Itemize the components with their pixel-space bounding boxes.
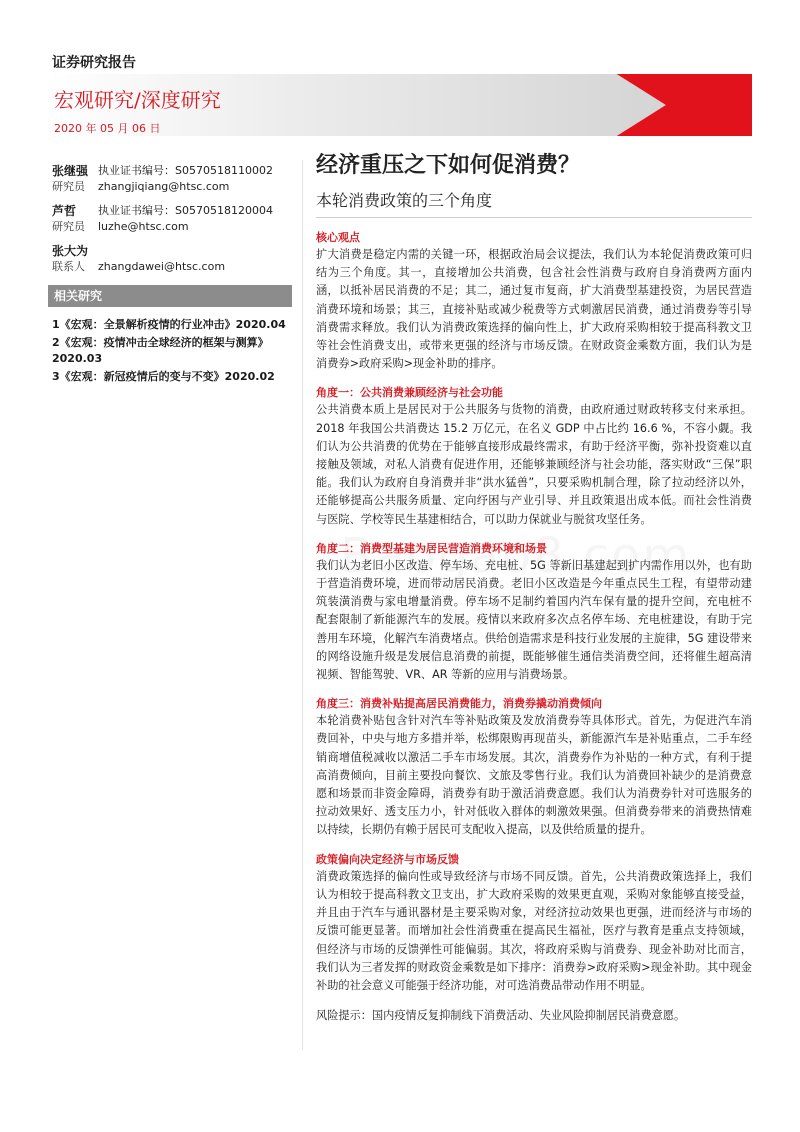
- author-email[interactable]: zhangjiqiang@htsc.com: [98, 180, 230, 193]
- author-card: [52, 243, 288, 275]
- section-heading: 核心观点: [316, 231, 360, 244]
- column-divider: [302, 160, 303, 1050]
- report-subtitle: 本轮消费政策的三个角度: [316, 188, 752, 218]
- author-card: [52, 163, 288, 195]
- related-item[interactable]: 3《宏观：新冠疫情后的变与不变》2020.02: [52, 370, 275, 383]
- section-heading: 角度二：消费型基建为居民营造消费环境和场景: [316, 541, 547, 555]
- report-title: 经济重压之下如何促消费？: [316, 152, 581, 178]
- banner-red-shape: [547, 74, 752, 136]
- author-card: [52, 203, 288, 235]
- report-date: 2020 年 05 月 06 日: [54, 122, 161, 135]
- section-title: 宏观研究/深度研究: [54, 88, 221, 112]
- author-cert: 执业证书编号：S0570518120004: [98, 204, 273, 217]
- section-heading: 政策偏向决定经济与市场反馈: [316, 852, 459, 866]
- author-name: 芦哲: [52, 204, 77, 218]
- section-heading: 角度三：消费补贴提高居民消费能力，消费券撬动消费倾向: [316, 697, 602, 711]
- author-role: 研究员: [52, 220, 85, 233]
- author-email[interactable]: luzhe@htsc.com: [98, 220, 189, 233]
- author-email[interactable]: zhangdawei@htsc.com: [98, 260, 226, 273]
- section-heading: 角度一：公共消费兼顾经济与社会功能: [316, 386, 503, 400]
- section-body: 本轮消费补贴包含针对汽车等补贴政策及发放消费券等具体形式。首先，为促进汽车消费回补，中央与地方多措并举，松绑限购再现苗头，新能源汽车是补贴重点，二手车经销商增值税减收以激活二手车市场发展。其次，消费券作为补贴的一种方式，有利于提高消费倾向，目前主要投向餐饮、文旅及零售行业。我们认为消费回补缺少的是消费意愿和场景而非资金障碍，消费券有助于激活消费意愿。我们认为消费券针对可选服务的拉动效果好、透支压力小，针对低收入群体的刺激效果强。但消费券带来的消费热情难以持续，长期仍有赖于居民可支配收入提高，以及供给质量的提升。: [316, 714, 752, 837]
- section-body: 消费政策选择的偏向性或导致经济与市场不同反馈。首先，公共消费政策选择上，我们认为相较于提高科教文卫支出，扩大政府采购的效果更直观，采购对象能够直接受益，并且由于汽车与通讯器材是主要采购对象，对经济拉动效果也更强，进而经济与市场的反馈可能更显著。而增加社会性消费重在提高民生福祉，医疗与教育是重点支持领域，但经济与市场的反馈弹性可能偏弱。其次，将政府采购与消费券、现金补助对比而言，我们认为三者发挥的财政资金乘数是如下排序：消费券>政府采购>现金补助。其中现金补助的社会意义可能强于经济功能，对可选消费品带动作用不明显。: [316, 869, 752, 992]
- author-name: 张大为: [52, 244, 89, 258]
- author-cert: 执业证书编号：S0570518110002: [98, 164, 273, 177]
- header-banner: [48, 74, 752, 136]
- related-research-header: 相关研究: [48, 285, 292, 307]
- author-role: 研究员: [52, 180, 85, 193]
- risk-warning: 风险提示：国内疫情反复抑制线下消费活动、失业风险抑制居民消费意愿。: [316, 1009, 686, 1023]
- author-name: 张继强: [52, 164, 89, 178]
- section-body: 我们认为老旧小区改造、停车场、充电桩、5G 等新旧基建起到扩内需作用以外，也有助于营造消费环境，进而带动居民消费。老旧小区改造是今年重点民生工程，有望带动建筑装潢消费与家电增量消费。停车场不足制约着国内汽车保有量的提升空间，充电桩不配套限制了新能源汽车的发展。疫情以来政府多次点名停车场、充电桩建设，有助于完善用车环境，化解汽车消费堵点。供给创造需求是科技行业发展的主旋律，5G 建设带来的网络设施升级是发展信息消费的前提，既能够催生通信类消费空间，还将催生超高清视频、智能驾驶、VR、AR 等新的应用与消费场景。: [316, 558, 752, 682]
- related-item[interactable]: 1《宏观：全景解析疫情的行业冲击》2020.04: [52, 318, 286, 331]
- author-role: 联系人: [52, 260, 85, 273]
- section-body: 公共消费本质上是居民对于公共服务与货物的消费，由政府通过财政转移支付来承担。2018 年我国公共消费达 15.2 万亿元，在名义 GDP 中占比约 16.6 %，不容小觑。我们认为公共消费的优势在于能够直接形成最终需求，有助于经济平衡，弥补投资难以直接触及领域，对私人消费有促进作用，还能够兼顾经济与社会功能，落实财政“三保”职能。我们认为政府自身消费并非“洪水猛兽”，只要采购机制合理，除了拉动经济以外，还能够提高公共服务质量、定向纾困与产业引导、并且政策退出成本低。而社会性消费与医院、学校等民生基建相结合，可以助力保就业与脱贫攻坚任务。: [316, 403, 752, 526]
- main-content: [316, 150, 752, 1025]
- report-type-label: 证券研究报告: [52, 55, 136, 71]
- related-item[interactable]: 2《宏观：疫情冲击全球经济的框架与测算》2020.03: [52, 336, 269, 365]
- section-body: 扩大消费是稳定内需的关键一环，根据政治局会议提法，我们认为本轮促消费政策可归结为三个角度。其一，直接增加公共消费，包含社会性消费与政府自身消费两方面内涵，以抵补居民消费的不足；其二，通过复市复商，扩大消费型基建投资，为居民营造消费环境和场景；其三，直接补贴或减少税费等方式刺激居民消费，通过消费券等引导消费需求释放。我们认为消费政策选择的偏向性上，扩大政府采购相较于提高科教文卫等社会性消费支出，或带来更强的经济与市场反馈。在财政资金乘数方面，我们认为是消费券>政府采购>现金补助的排序。: [316, 248, 752, 371]
- related-research-list: [52, 317, 292, 387]
- author-panel: [52, 163, 288, 283]
